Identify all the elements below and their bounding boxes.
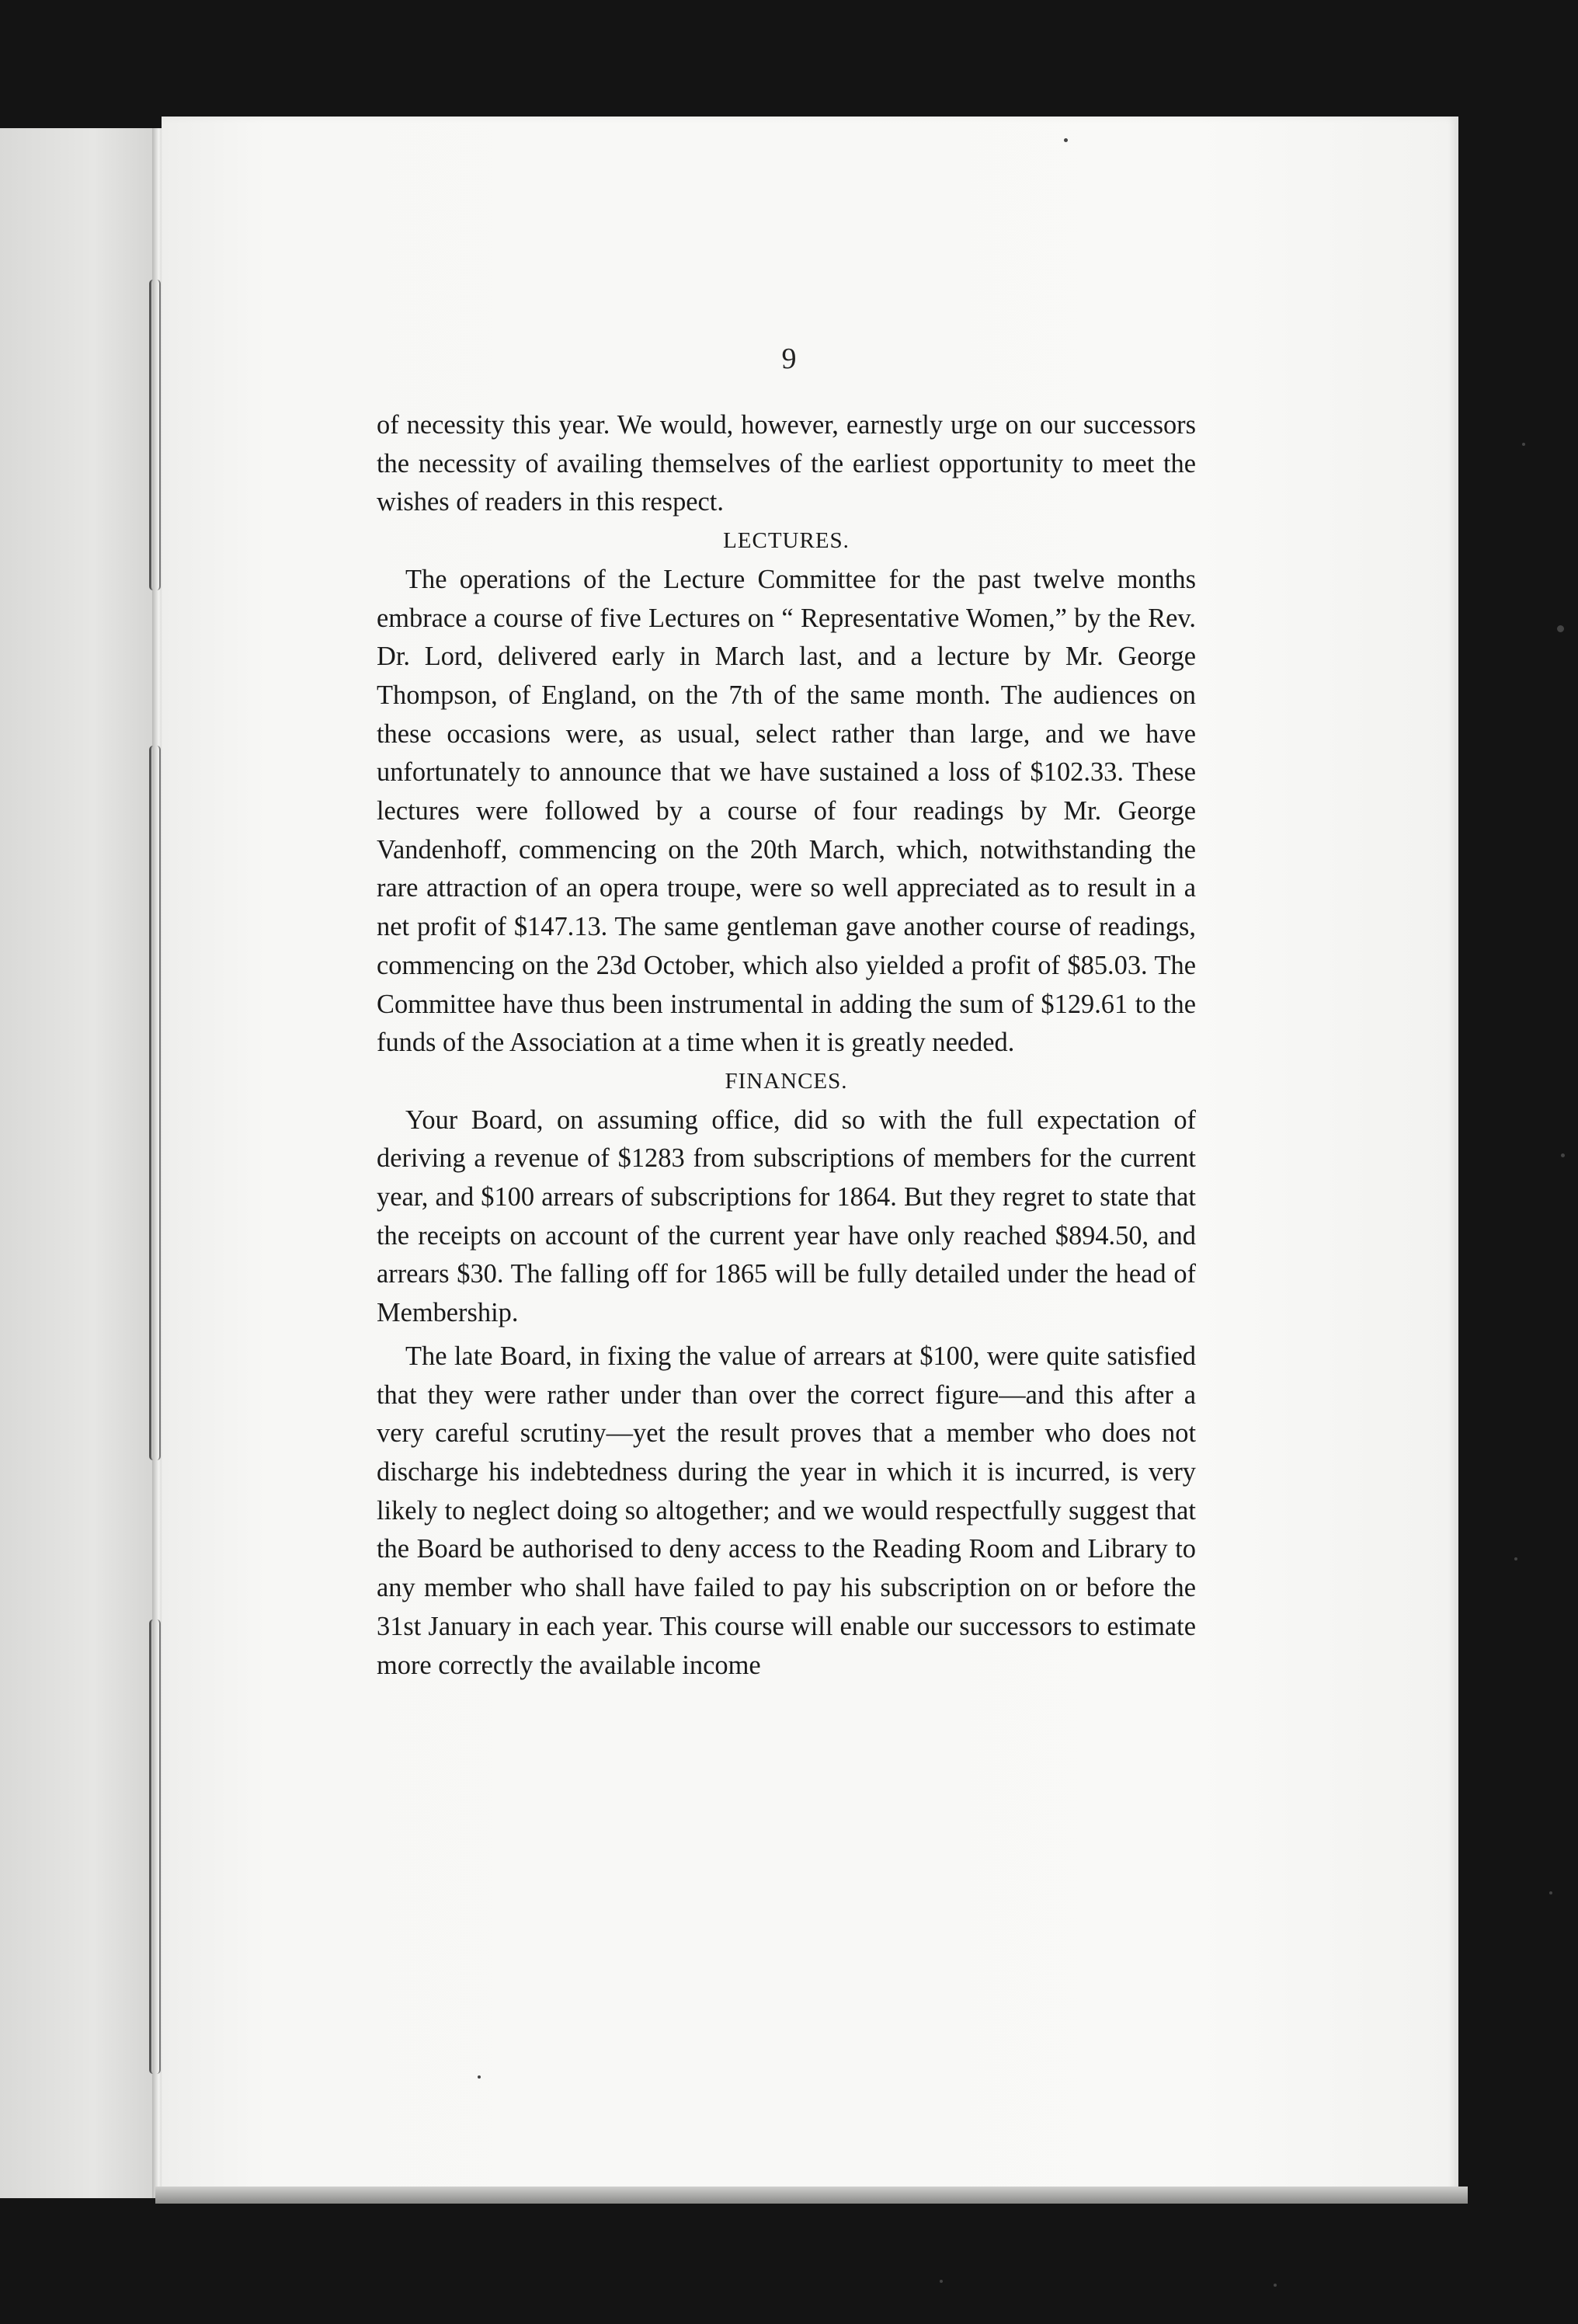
page-body: [377, 406, 1196, 1685]
dust-speck: [1064, 138, 1068, 142]
dust-speck: [1549, 1891, 1552, 1894]
section-heading-lectures: LECTURES.: [723, 528, 850, 554]
finances-paragraph-arrears: The late Board, in fixing the value of arrears at $100, were quite satisfied that they were rather under than over the correct figure—and this after a very careful scrutiny—yet the result proves that a member who does not discharge his indebtedness during the year in which it is incurred, is very likely to neglect doing so altogether; and we would respectfully suggest that the Board be authorised to deny access to the Reading Room and Library to any member who shall have failed to pay his subscription on or before the 31st January in each year. This course will enable our successors to estimate more correctly the available income: [377, 1341, 1196, 1680]
finances-paragraph-revenue: Your Board, on assuming office, did so with the full expectation of deriving a revenue of $1283 from subscriptions of members for the current year, and $100 arrears of subscriptions for 1864. But they regret to state that the receipts on account of the current year have only reached $894.50, and arrears $30. The falling off for 1865 will be fully detailed under the head of Membership.: [377, 1105, 1196, 1328]
opening-paragraph: of necessity this year. We would, however, earnestly urge on our successors the necessity of availing themselves of the earliest opportunity to meet the wishes of readers in this respect.: [377, 410, 1196, 517]
page-number: 9: [781, 343, 797, 375]
dust-speck: [478, 2075, 481, 2079]
dust-speck: [1557, 625, 1564, 632]
binding-thread-stitch: [149, 1619, 161, 2074]
left-page-edge: [0, 128, 155, 2198]
lectures-paragraph: The operations of the Lecture Committee for the past twelve months embrace a course of five Lectures on “ Representative Women,” by the Rev. Dr. Lord, delivered early in March last, and a lecture by Mr. George Thompson, of England, on the 7th of the same month. The audiences on these occasions were, as usual, select rather than large, and we have unfortunately to announce that we have sustained a loss of $102.33. These lectures were followed by a course of four readings by Mr. George Vandenhoff, commencing on the 20th March, which, notwithstanding the rare attraction of an opera troupe, were so well appreciated as to result in a net profit of $147.13. The same gentleman gave another course of readings, commencing on the 23d October, which also yielded a profit of $85.03. The Committee have thus been instrumental in adding the sum of $129.61 to the funds of the Association at a time when it is greatly needed.: [377, 564, 1196, 1058]
dust-speck: [1514, 1557, 1517, 1560]
dust-speck: [1522, 443, 1525, 446]
dust-speck: [1274, 2284, 1277, 2287]
page-bottom-edge: [155, 2187, 1468, 2204]
binding-thread-stitch: [149, 746, 161, 1460]
dust-speck: [1561, 1153, 1565, 1157]
binding-thread-stitch: [149, 280, 161, 590]
dust-speck: [940, 2280, 943, 2283]
section-heading-finances: FINANCES.: [725, 1068, 848, 1094]
